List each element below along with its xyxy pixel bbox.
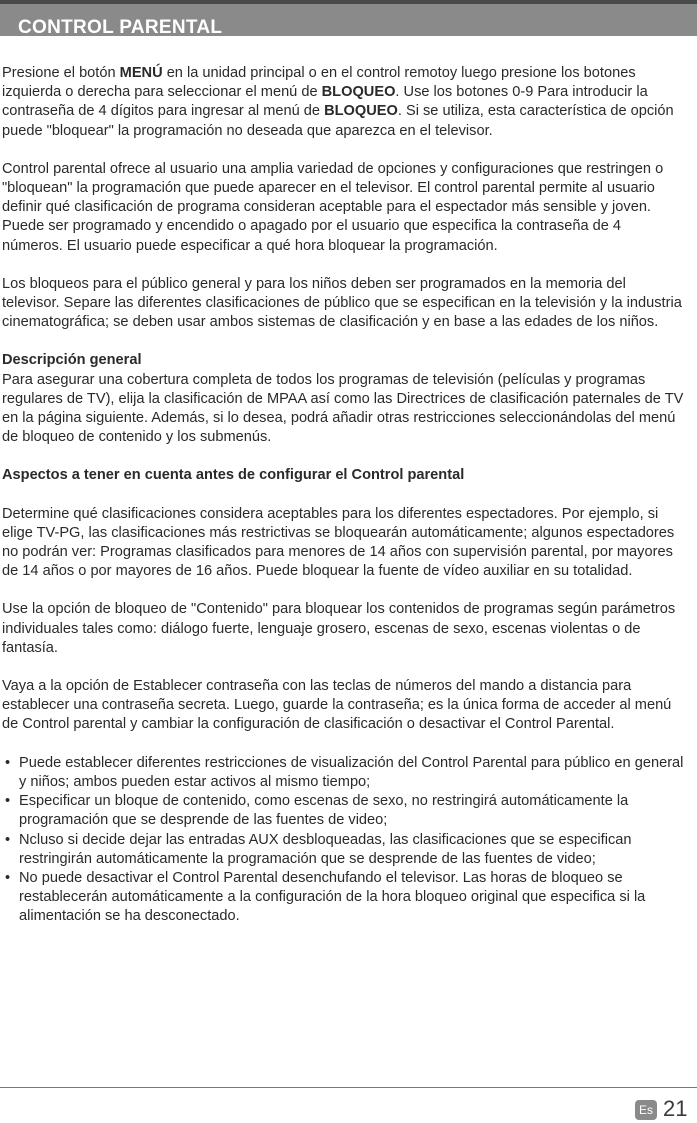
page-number: 21 bbox=[663, 1096, 688, 1121]
list-item: • Especificar un bloque de contenido, como escenas de sexo, no restringirá automáticamente la programación que se desprende de las fuentes de video; bbox=[2, 792, 684, 830]
text-run: . Si se utiliza, esta característica de opción puede "bloquear" la programación no deseada que aparezca en el televisor. bbox=[2, 103, 674, 139]
intro-paragraph-1 bbox=[2, 64, 684, 141]
intro-paragraph-2: Control parental ofrece al usuario una amplia variedad de opciones y configuraciones que restringen o "bloquean" la programación que puede aparecer en el televisor. El control parental permite al usuario definir qué clasificación de programa consideran aceptable para el espectador más sensible y joven. Puede ser programado y encendido o apagado por el usuario que especifica la contraseña de 4 números. El usuario puede especificar a qué hora bloquear la programación. bbox=[2, 160, 664, 254]
text-run: . Use los botones 0-9 Para introducir la contraseña de 4 dígitos para ingresar al menú de bbox=[2, 84, 648, 120]
overview-paragraph: Para asegurar una cobertura completa de todos los programas de televisión (películas y programas regulares de TV), elija la clasificación de MPAA así como las Directrices de clasificación paternales de TV en la página siguiente. Además, si lo desea, podrá añadir otras restricciones seleccionándolas del menú de bloqueo de contenido y los submenús. bbox=[2, 371, 684, 446]
footer-divider bbox=[0, 1087, 697, 1088]
bloqueo-keyword: BLOQUEO bbox=[321, 84, 396, 101]
list-item: • No puede desactivar el Control Parental desenchufando el televisor. Las horas de bloqueo se restablecerán automáticamente a la configuración de la hora bloqueo original que especifica si la alimentación se ha desconectado. bbox=[2, 869, 684, 927]
section-header-bar bbox=[0, 0, 697, 36]
text-run: Presione el botón bbox=[2, 65, 120, 81]
language-badge: Es bbox=[635, 1100, 657, 1120]
overview-heading: Descripción general bbox=[2, 352, 142, 369]
bloqueo-keyword: BLOQUEO bbox=[324, 103, 398, 120]
list-item: • Ncluso si decide dejar las entradas AUX desbloqueadas, las clasificaciones que se especifican restringirán automáticamente la programación que se desprende de las fuentes de video; bbox=[2, 831, 684, 869]
list-item: • Puede establecer diferentes restricciones de visualización del Control Parental para público en general y niños; ambos pueden estar activos al mismo tiempo; bbox=[2, 754, 684, 792]
section-title: CONTROL PARENTAL bbox=[18, 17, 223, 38]
menu-keyword: MENÚ bbox=[119, 65, 163, 81]
intro-paragraph-3: Los bloqueos para el público general y para los niños deben ser programados en la memoria del televisor. Separe las diferentes clasificaciones de público que se especifican en la televisión y la industria cinematográfica; se deben usar ambos sistemas de clasificación y en base a las edades de los niños. bbox=[2, 275, 682, 331]
considerations-bullet-list bbox=[2, 754, 684, 927]
considerations-paragraph-1: Determine qué clasificaciones considera aceptables para los diferentes espectadores. Por ejemplo, si elige TV-PG, las clasificaciones más restrictivas se bloquearán automáticamente; algunos espectadores no podrán ver: Programas clasificados para menores de 14 años con supervisión parental, por mayores de 14 años o por mayores de 16 años. Puede bloquear la fuente de vídeo auxiliar en su totalidad. bbox=[2, 505, 675, 580]
considerations-heading: Aspectos a tener en cuenta antes de configurar el Control parental bbox=[2, 467, 465, 484]
considerations-paragraph-2: Use la opción de bloqueo de "Contenido" para bloquear los contenidos de programas según parámetros individuales tales como: diálogo fuerte, lenguaje grosero, escenas de sexo, escenas violentas o de fantasía. bbox=[2, 601, 676, 656]
text-run: en la unidad principal o en el control remotoy luego presione los botones izquierda o derecha para seleccionar el menú de bbox=[2, 65, 636, 101]
page-content bbox=[2, 64, 684, 927]
considerations-paragraph-3: Vaya a la opción de Establecer contraseña con las teclas de números del mando a distancia para establecer una contraseña secreta. Luego, guarde la contraseña; es la única forma de acceder al menú de Control parental y cambiar la configuración de clasificación o desactivar el Control Parental. bbox=[2, 678, 672, 733]
